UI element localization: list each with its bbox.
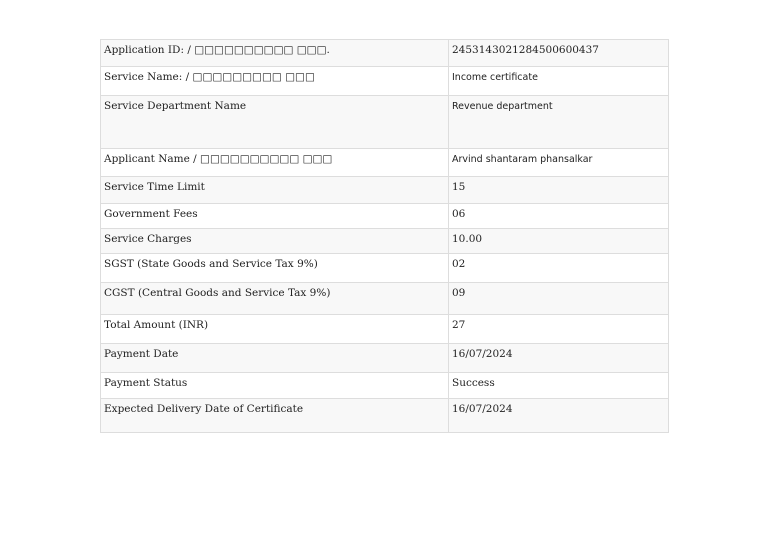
row-government-fees: [101, 204, 669, 229]
expected-delivery-value: 16/07/2024: [449, 399, 669, 433]
service-charges-label: Service Charges: [101, 229, 449, 254]
row-service-name: [101, 67, 669, 96]
row-payment-status: [101, 373, 669, 399]
government-fees-label: Government Fees: [101, 204, 449, 229]
row-cgst: [101, 283, 669, 315]
service-name-label: Service Name: / □□□□□□□□□ □□□: [101, 67, 449, 96]
sgst-label: SGST (State Goods and Service Tax 9%): [101, 254, 449, 283]
applicant-name-label: Applicant Name / □□□□□□□□□□ □□□: [101, 149, 449, 177]
sgst-value: 02: [449, 254, 669, 283]
cgst-label: CGST (Central Goods and Service Tax 9%): [101, 283, 449, 315]
service-time-limit-value: 15: [449, 177, 669, 204]
receipt-table: [100, 39, 669, 433]
row-service-charges: [101, 229, 669, 254]
government-fees-value: 06: [449, 204, 669, 229]
application-id-value: 2453143021284500600437: [449, 40, 669, 67]
total-amount-value: 27: [449, 315, 669, 344]
payment-date-label: Payment Date: [101, 344, 449, 373]
row-payment-date: [101, 344, 669, 373]
payment-status-value: Success: [449, 373, 669, 399]
applicant-name-value: Arvind shantaram phansalkar: [449, 149, 669, 177]
cgst-value: 09: [449, 283, 669, 315]
row-sgst: [101, 254, 669, 283]
row-service-department: [101, 96, 669, 149]
service-charges-value: 10.00: [449, 229, 669, 254]
payment-date-value: 16/07/2024: [449, 344, 669, 373]
expected-delivery-label: Expected Delivery Date of Certificate: [101, 399, 449, 433]
payment-status-label: Payment Status: [101, 373, 449, 399]
row-expected-delivery: [101, 399, 669, 433]
row-application-id: [101, 40, 669, 67]
row-service-time-limit: [101, 177, 669, 204]
row-total-amount: [101, 315, 669, 344]
row-applicant-name: [101, 149, 669, 177]
application-id-label: Application ID: / □□□□□□□□□□ □□□.: [101, 40, 449, 67]
service-name-value: Income certificate: [449, 67, 669, 96]
service-time-limit-label: Service Time Limit: [101, 177, 449, 204]
total-amount-label: Total Amount (INR): [101, 315, 449, 344]
service-department-label: Service Department Name: [101, 96, 449, 149]
service-department-value: Revenue department: [449, 96, 669, 149]
